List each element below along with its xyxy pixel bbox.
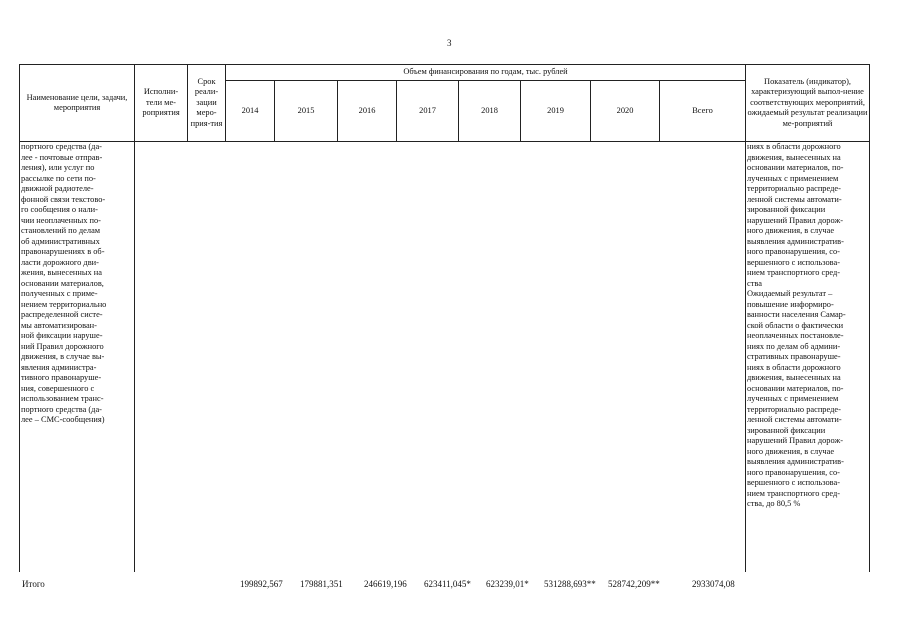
activity-text-line: движной радиотеле- bbox=[21, 184, 94, 193]
indicator-text-line: движения, вынесенных на bbox=[747, 373, 841, 382]
deadline-cell bbox=[188, 142, 226, 572]
activity-text-line: движения, в случае вы- bbox=[21, 352, 105, 361]
indicator-text-line: основании материалов, по- bbox=[747, 383, 844, 393]
executors-cell bbox=[135, 142, 188, 572]
indicator-text-line: нарушений Правил дорож- bbox=[747, 215, 844, 225]
indicator-text-line: ства bbox=[747, 278, 762, 288]
header-year: 2016 bbox=[338, 81, 397, 142]
total-value-2015: 179881,351 bbox=[300, 579, 343, 589]
activity-text-line: использованием транс- bbox=[21, 394, 104, 403]
header-year: 2019 bbox=[521, 81, 591, 142]
indicator-text-line: ленной системы автомати- bbox=[747, 415, 842, 424]
total-value-2018: 623239,01* bbox=[486, 579, 529, 589]
indicator-text-line: вершенного с использова- bbox=[747, 257, 840, 267]
activity-text-line: ласти дорожного дви- bbox=[21, 257, 99, 267]
activity-text-line: становлений по делам bbox=[21, 226, 101, 235]
activity-text-line: чии неоплаченных по- bbox=[21, 215, 101, 225]
indicator-text-line: ства, до 80,5 % bbox=[747, 499, 801, 508]
header-year: 2017 bbox=[397, 81, 459, 142]
activity-text-line: портного средства (да- bbox=[21, 404, 102, 414]
activity-text-line: ной фиксации наруше- bbox=[21, 331, 103, 340]
header-name: Наименование цели, задачи, мероприятия bbox=[20, 65, 135, 142]
indicator-description bbox=[746, 142, 870, 572]
total-value-2019: 531288,693** bbox=[544, 579, 596, 589]
total-value-2020: 528742,209** bbox=[608, 579, 660, 589]
activity-text-line: мы автоматизирован- bbox=[21, 320, 97, 330]
indicator-text-line: нием транспортного сред- bbox=[747, 268, 841, 277]
header-year: 2015 bbox=[275, 81, 338, 142]
indicator-text-line: ленной системы автомати- bbox=[747, 194, 842, 204]
header-total: Всего bbox=[660, 81, 746, 142]
indicator-text-line: стративных правонаруше- bbox=[747, 352, 841, 361]
activity-text-line: правонарушениях в об- bbox=[21, 247, 105, 256]
indicator-text-line: ного движения, в случае bbox=[747, 446, 835, 456]
indicator-text-line: ниях в области дорожного bbox=[747, 362, 841, 372]
activity-text-line: полученных с приме- bbox=[21, 289, 98, 298]
total-value-2016: 246619,196 bbox=[364, 579, 407, 589]
indicator-description-lines bbox=[747, 142, 868, 510]
activity-text-line: рассылке по сети по- bbox=[21, 173, 96, 183]
indicator-text-line: территориально распреде- bbox=[747, 184, 841, 193]
header-deadline: Срок реали-зации меро-прия-тия bbox=[188, 65, 226, 142]
indicator-text-line: повышение информиро- bbox=[747, 299, 834, 309]
activity-text-line: основании материалов, bbox=[21, 278, 104, 288]
indicator-text-line: ного правонарушения, со- bbox=[747, 467, 840, 477]
page-number: 3 bbox=[447, 38, 452, 48]
indicator-text-line: нием транспортного сред- bbox=[747, 488, 841, 498]
activity-description bbox=[20, 142, 135, 572]
activity-text-line: явления администра- bbox=[21, 362, 97, 372]
indicator-text-line: зированной фиксации bbox=[747, 425, 826, 435]
header-indicator: Показатель (индикатор), характеризующий выпол-нение соответствующих мероприятий, ожидаемый результат реализации ме-роприятий bbox=[746, 65, 870, 142]
header-year: 2020 bbox=[591, 81, 660, 142]
indicator-text-line: лученных с применением bbox=[747, 394, 839, 403]
activity-text-line: ления), или услуг по bbox=[21, 163, 95, 172]
indicator-text-line: выявления административ- bbox=[747, 236, 844, 246]
header-funding: Объем финансирования по годам, тыс. рублей bbox=[226, 65, 746, 81]
indicator-text-line: вершенного с использова- bbox=[747, 478, 840, 487]
activity-text-line: тивного правонаруше- bbox=[21, 373, 102, 382]
indicator-text-line: лученных с применением bbox=[747, 173, 839, 183]
indicator-text-line: выявления административ- bbox=[747, 457, 844, 466]
indicator-text-line: неоплаченных постановле- bbox=[747, 331, 844, 340]
activity-description-lines bbox=[21, 142, 133, 426]
indicator-text-line: нарушений Правил дорож- bbox=[747, 436, 844, 445]
indicator-text-line: ниях в области дорожного bbox=[747, 142, 841, 151]
total-label: Итого bbox=[22, 579, 45, 589]
activity-text-line: фонной связи текстово- bbox=[21, 194, 106, 204]
indicator-text-line: ванности населения Самар- bbox=[747, 310, 846, 319]
activity-text-line: жения, вынесенных на bbox=[21, 268, 102, 277]
activity-text-line: го сообщения о нали- bbox=[21, 205, 98, 214]
activity-text-line: ния, совершенного с bbox=[21, 383, 95, 393]
total-value-2014: 199892,567 bbox=[240, 579, 283, 589]
funding-cells bbox=[226, 142, 746, 572]
indicator-text-line: основании материалов, по- bbox=[747, 163, 844, 172]
activity-text-line: лее – СМС-сообщения) bbox=[21, 415, 105, 424]
activity-text-line: ний Правил дорожного bbox=[21, 341, 104, 351]
activity-text-line: распределенной систе- bbox=[21, 310, 103, 319]
total-value-2017: 623411,045* bbox=[424, 579, 471, 589]
total-value-all: 2933074,08 bbox=[692, 579, 735, 589]
header-executors: Исполни-тели ме-роприятия bbox=[135, 65, 188, 142]
indicator-text-line: ного правонарушения, со- bbox=[747, 247, 840, 256]
indicator-text-line: зированной фиксации bbox=[747, 205, 826, 214]
indicator-text-line: ного движения, в случае bbox=[747, 226, 835, 235]
activity-text-line: нением территориально bbox=[21, 299, 107, 309]
funding-table bbox=[19, 64, 870, 572]
indicator-text-line: движения, вынесенных на bbox=[747, 152, 841, 162]
indicator-text-line: территориально распреде- bbox=[747, 404, 841, 414]
activity-text-line: лее - почтовые отправ- bbox=[21, 152, 103, 162]
indicator-text-line: ской области о фактически bbox=[747, 320, 844, 330]
activity-text-line: об административных bbox=[21, 236, 100, 246]
indicator-text-line: Ожидаемый результат – bbox=[747, 289, 833, 298]
indicator-text-line: ниях по делам об админи- bbox=[747, 341, 841, 351]
header-year: 2014 bbox=[226, 81, 275, 142]
activity-text-line: портного средства (да- bbox=[21, 142, 102, 151]
header-year: 2018 bbox=[459, 81, 521, 142]
